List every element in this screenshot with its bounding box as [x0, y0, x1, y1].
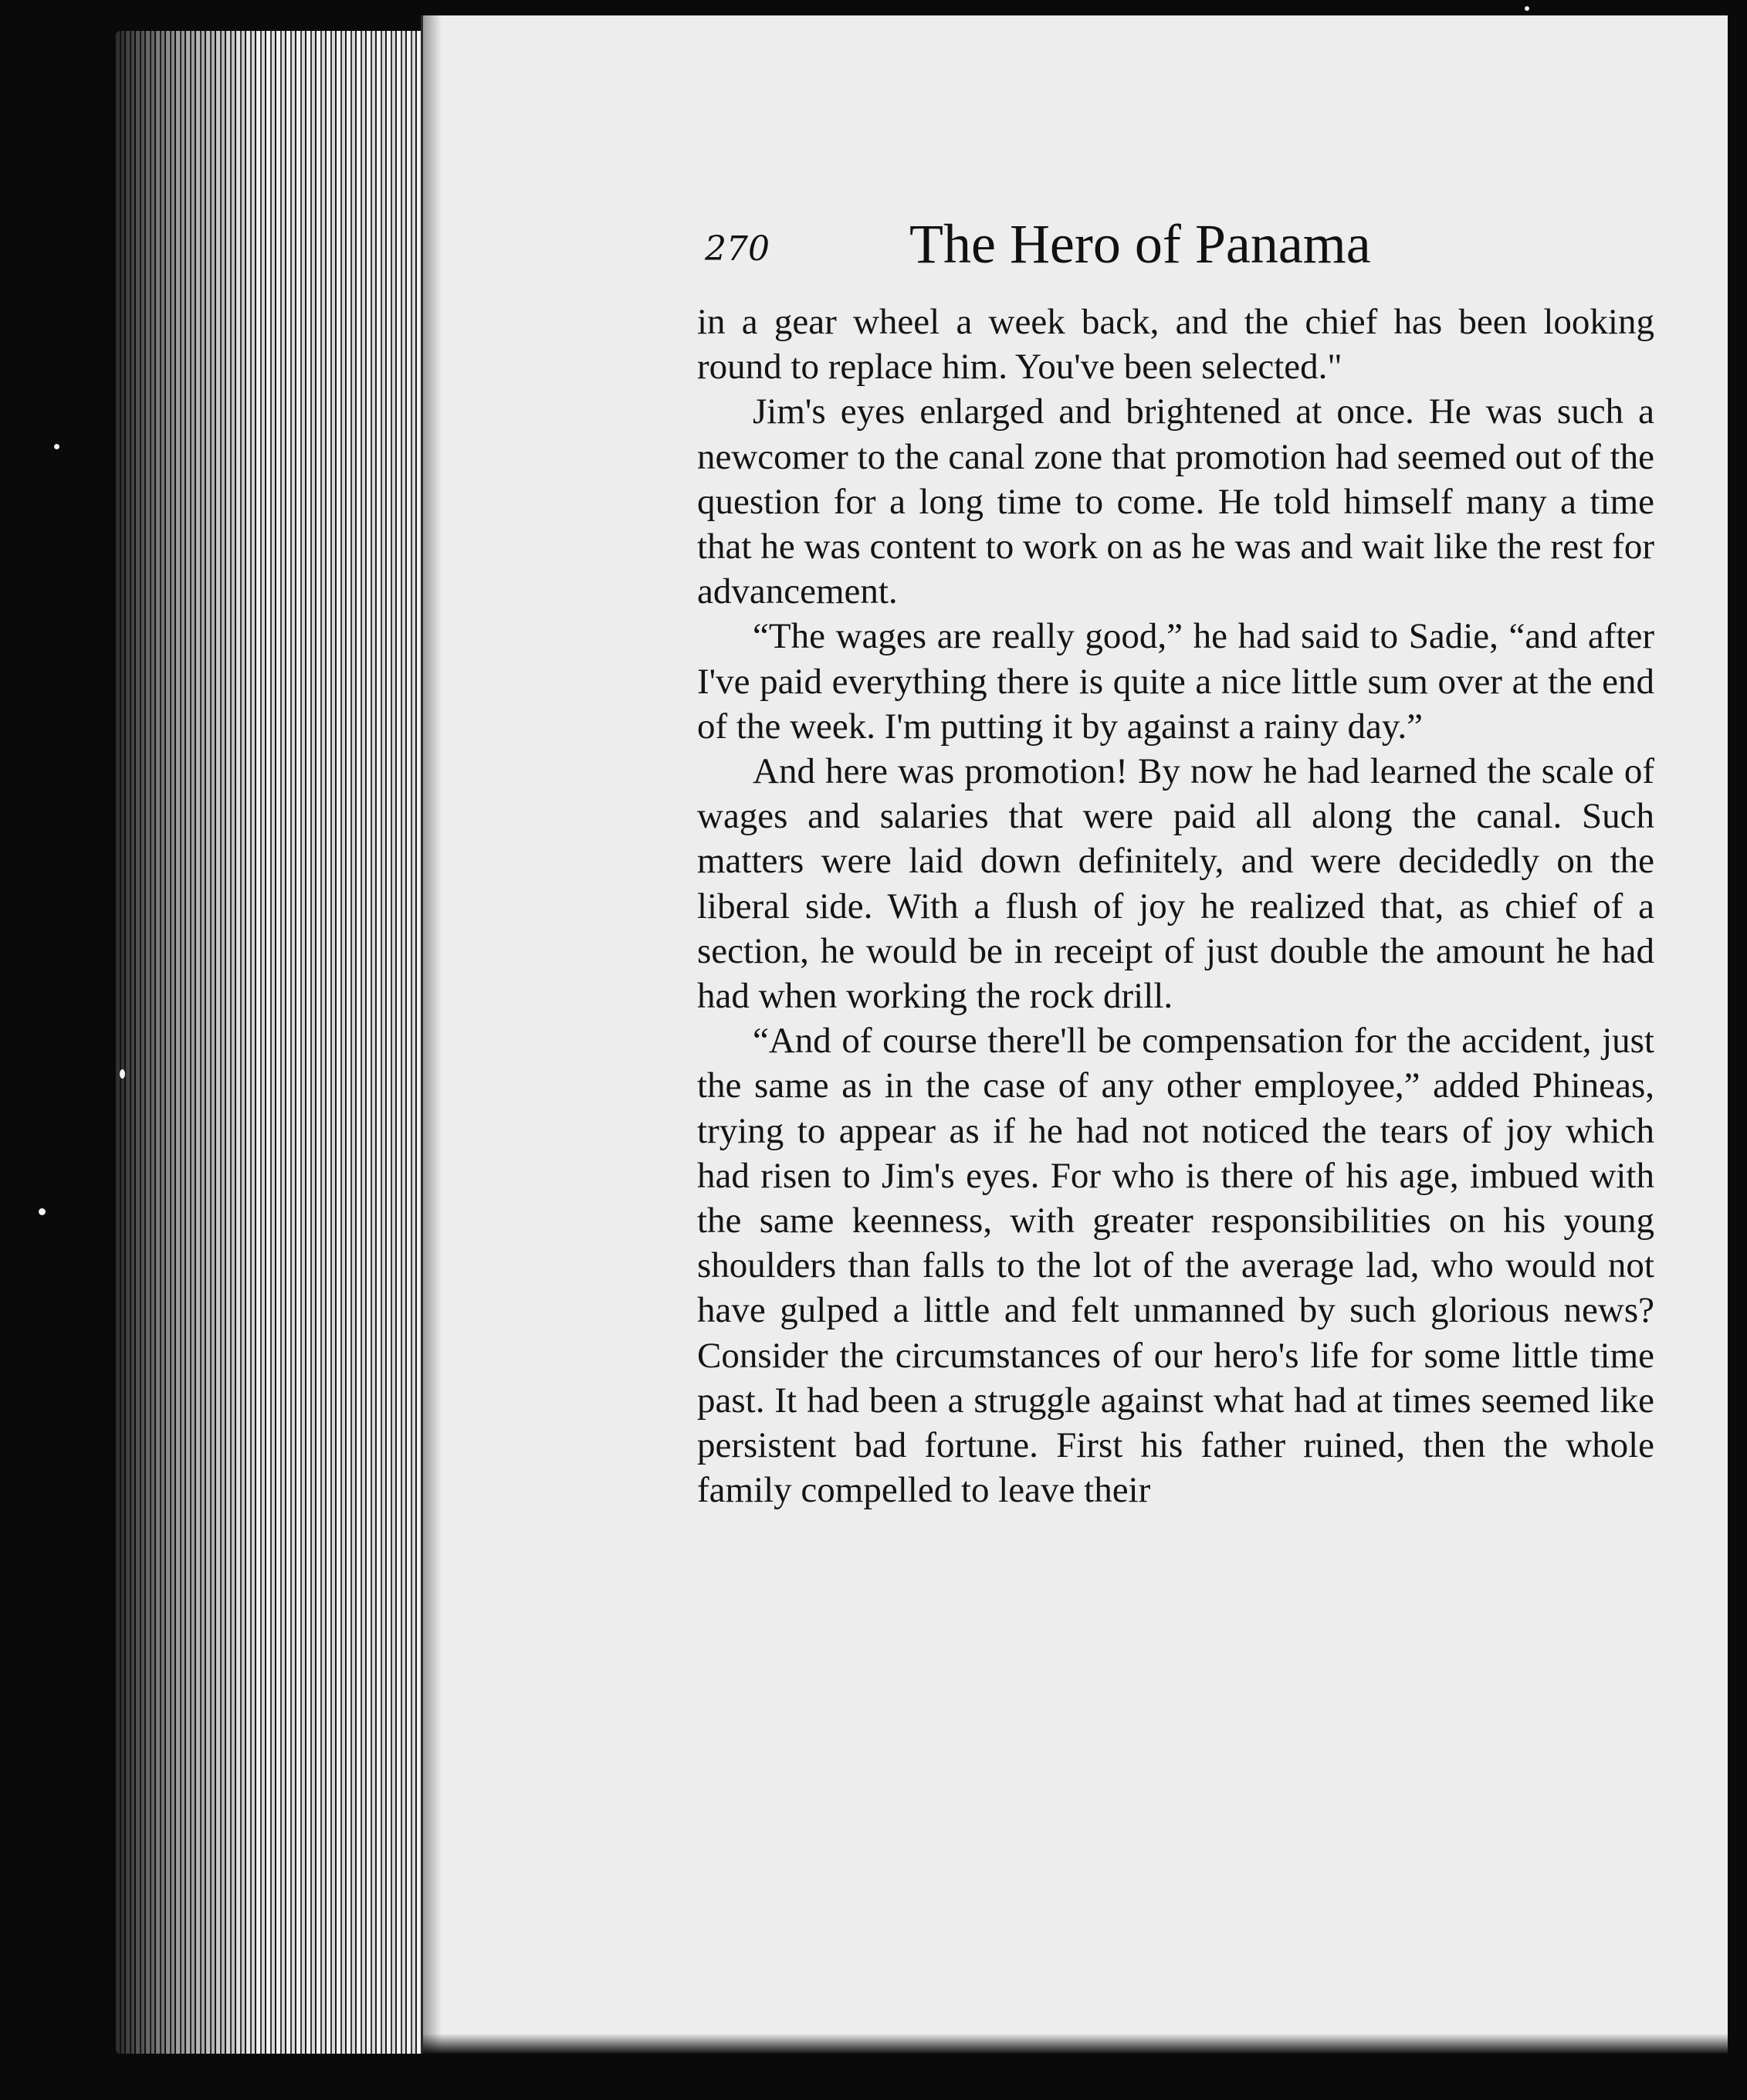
- body-text: [697, 300, 1654, 1512]
- paragraph: in a gear wheel a week back, and the chief has been looking round to replace him. You've been selected.": [697, 302, 1654, 388]
- page-header: [705, 212, 1708, 282]
- paragraph: “And of course there'll be compensation for the accident, just the same as in the case of any other employee,” added Phineas, trying to appear as if he had not noticed the tears of joy which had risen to Jim's eyes. For who is there of his age, imbued with the same keenness, with greater responsibilities on his young shoulders than falls to the lot of the average lad, who would not have gulped a little and felt unmanned by such glorious news? Consider the circumstances of our hero's life for some little time past. It had been a struggle against what had at times seemed like persistent bad fortune. First his father ruined, then the whole family compelled to leave their: [697, 1021, 1654, 1511]
- scan-speck: [1525, 6, 1529, 11]
- scan-speck: [54, 444, 59, 449]
- paragraph: “The wages are really good,” he had said to Sadie, “and after I've paid everything there is quite a nice little sum over at the end of the week. I'm putting it by against a rainy day.”: [697, 616, 1654, 747]
- page-edges: [116, 31, 432, 2054]
- paragraph: And here was promotion! By now he had learned the scale of wages and salaries that were paid all along the canal. Such matters were laid down definitely, and were decidedly on the liberal side. With a flush of joy he realized that, as chief of a section, he would be in receipt of just double the amount he had had when working the rock drill.: [697, 751, 1654, 1017]
- book-page: [421, 15, 1728, 2054]
- running-title: The Hero of Panama: [909, 213, 1371, 275]
- page-number: 270: [705, 229, 770, 269]
- scan-speck: [120, 1069, 125, 1079]
- paragraph: Jim's eyes enlarged and brightened at once. He was such a newcomer to the canal zone that promotion had seemed out of the question for a long time to come. He told himself many a time that he was content to work on as he was and wait like the rest for advancement.: [697, 391, 1654, 612]
- scan-speck: [39, 1208, 46, 1215]
- page-bottom-edge: [423, 2034, 1728, 2054]
